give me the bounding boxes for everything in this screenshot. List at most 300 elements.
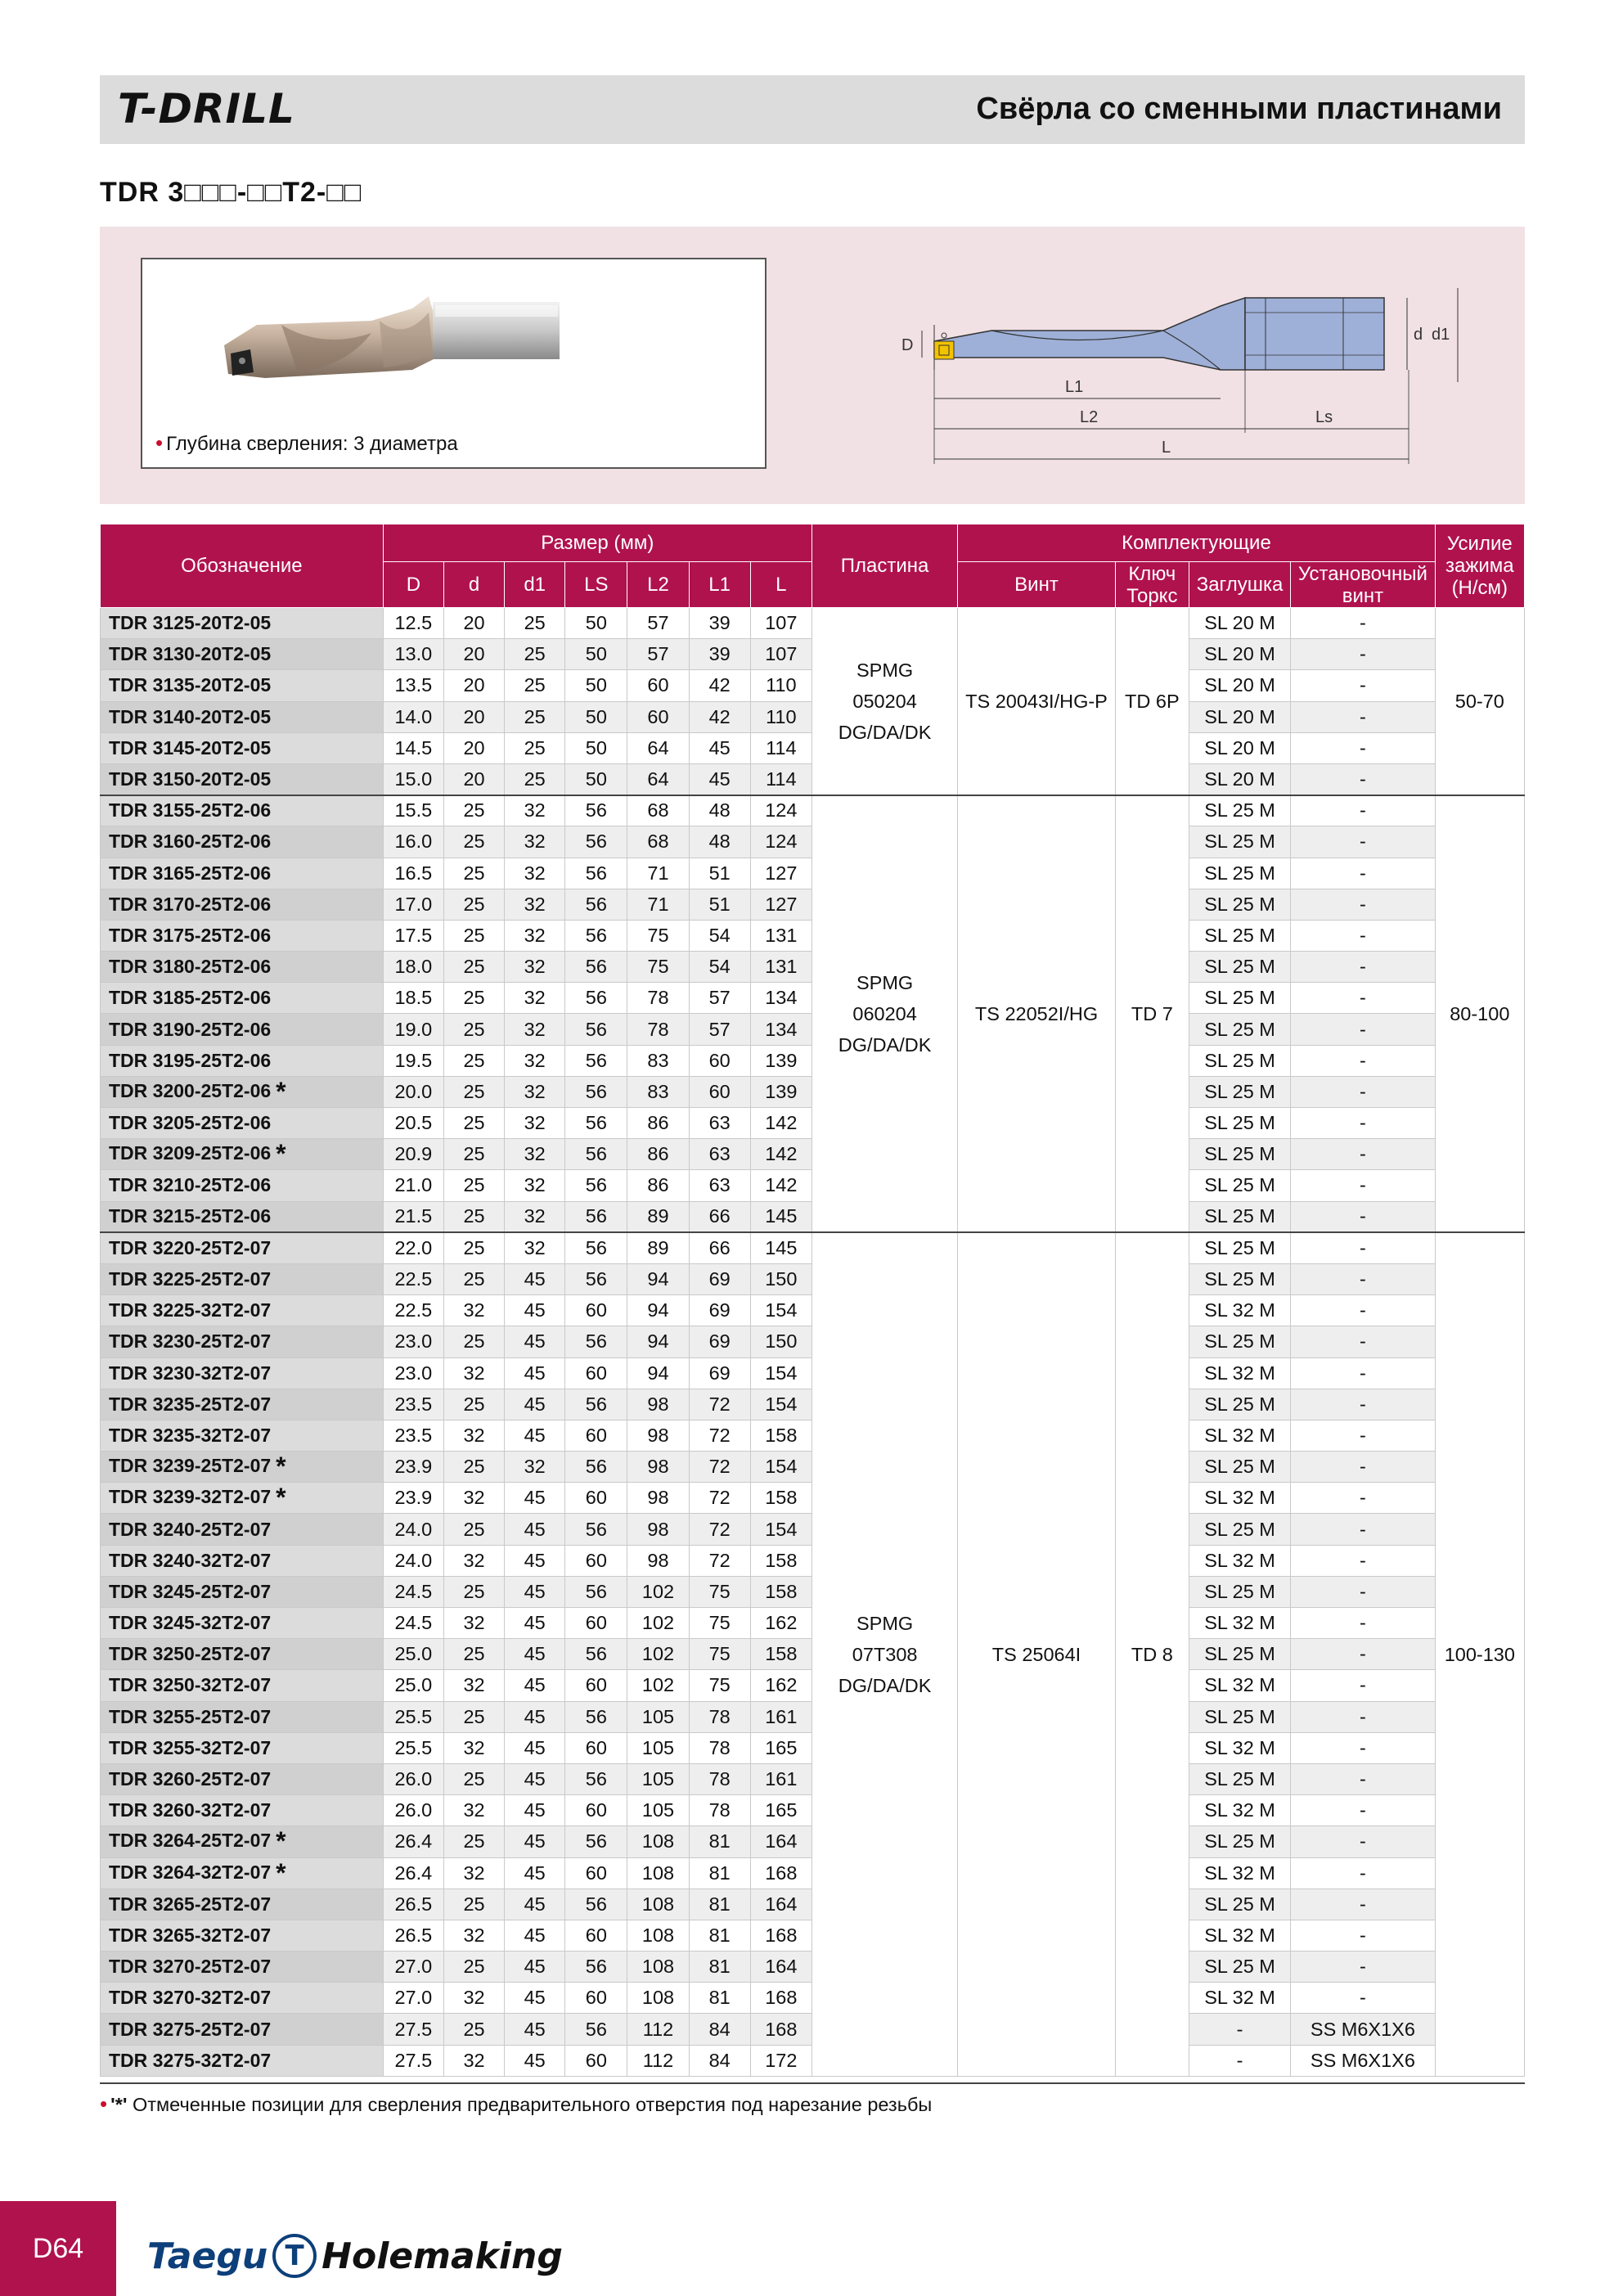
- cell-size: 98: [627, 1483, 689, 1514]
- cell-size: 60: [627, 670, 689, 701]
- thread-prep-star-mark: *: [276, 1483, 286, 1513]
- drill-photo: [208, 276, 633, 423]
- cell-designation: TDR 3140-20T2-05: [101, 701, 384, 732]
- cell-size: 45: [505, 1857, 565, 1889]
- cell-set-screw: -: [1291, 1701, 1435, 1732]
- cell-size: 22.5: [383, 1263, 443, 1294]
- cell-size: 98: [627, 1420, 689, 1451]
- cell-torx-key: TD 6P: [1115, 608, 1189, 795]
- cell-size: 25: [443, 1763, 504, 1794]
- cell-size: 32: [505, 983, 565, 1014]
- table-row: [101, 608, 1525, 639]
- thread-prep-star-mark: *: [276, 1452, 286, 1482]
- cell-set-screw: -: [1291, 1639, 1435, 1670]
- header-title: Свёрла со сменными пластинами: [976, 92, 1502, 126]
- table-bottom-rule: [100, 2082, 1525, 2084]
- cell-size: 72: [689, 1545, 750, 1576]
- cell-size: 45: [505, 1795, 565, 1826]
- cell-plug: SL 25 M: [1189, 826, 1290, 858]
- cell-size: 60: [565, 1983, 627, 2014]
- cell-size: 32: [505, 795, 565, 826]
- cell-size: 89: [627, 1201, 689, 1232]
- cell-set-screw: -: [1291, 1763, 1435, 1794]
- cell-designation: TDR 3225-32T2-07: [101, 1295, 384, 1326]
- cell-size: 108: [627, 1857, 689, 1889]
- cell-size: 45: [505, 1514, 565, 1545]
- cell-size: 102: [627, 1608, 689, 1639]
- cell-size: 22.5: [383, 1295, 443, 1326]
- cell-size: 60: [565, 1732, 627, 1763]
- cell-size: 25.0: [383, 1639, 443, 1670]
- cell-set-screw: -: [1291, 1670, 1435, 1701]
- cell-size: 63: [689, 1108, 750, 1139]
- cell-set-screw: -: [1291, 1608, 1435, 1639]
- cell-size: 57: [689, 1014, 750, 1045]
- cell-size: 162: [750, 1608, 812, 1639]
- cell-size: 64: [627, 732, 689, 763]
- cell-set-screw: -: [1291, 1514, 1435, 1545]
- cell-designation: TDR 3135-20T2-05: [101, 670, 384, 701]
- cell-size: 154: [750, 1357, 812, 1389]
- cell-torx-key: TD 7: [1115, 795, 1189, 1233]
- cell-size: 68: [627, 795, 689, 826]
- cell-size: 66: [689, 1201, 750, 1232]
- cell-size: 56: [565, 889, 627, 920]
- cell-size: 108: [627, 1952, 689, 1983]
- cell-size: 83: [627, 1045, 689, 1076]
- cell-size: 154: [750, 1295, 812, 1326]
- cell-size: 108: [627, 1826, 689, 1857]
- cell-size: 102: [627, 1639, 689, 1670]
- cell-size: 84: [689, 2045, 750, 2076]
- cell-size: 54: [689, 920, 750, 951]
- cell-designation: TDR 3209-25T2-06 *: [101, 1139, 384, 1170]
- cell-size: 25: [443, 1014, 504, 1045]
- section-title: TDR 3□□□-□□T2-□□: [100, 177, 362, 208]
- cell-plug: SL 25 M: [1189, 1108, 1290, 1139]
- photo-caption: • Глубина сверления: 3 диаметра: [155, 430, 458, 455]
- cell-size: 32: [443, 1357, 504, 1389]
- cell-plug: SL 20 M: [1189, 608, 1290, 639]
- cell-designation: TDR 3220-25T2-07: [101, 1232, 384, 1263]
- cell-size: 32: [505, 1108, 565, 1139]
- cell-size: 20.0: [383, 1076, 443, 1107]
- cell-size: 42: [689, 670, 750, 701]
- cell-size: 98: [627, 1452, 689, 1483]
- cell-torx-key: TD 8: [1115, 1232, 1189, 2076]
- cell-size: 32: [505, 1139, 565, 1170]
- cell-size: 154: [750, 1452, 812, 1483]
- cell-size: 162: [750, 1670, 812, 1701]
- cell-size: 26.5: [383, 1889, 443, 1920]
- cell-size: 168: [750, 1857, 812, 1889]
- cell-size: 25.0: [383, 1670, 443, 1701]
- cell-size: 60: [565, 1545, 627, 1576]
- header-clamp-force: Усилие зажима (Н/см): [1435, 524, 1524, 608]
- cell-size: 32: [443, 1420, 504, 1451]
- cell-size: 165: [750, 1732, 812, 1763]
- cell-size: 56: [565, 1201, 627, 1232]
- cell-size: 94: [627, 1357, 689, 1389]
- bullet-icon: •: [100, 2091, 108, 2116]
- cell-set-screw: -: [1291, 608, 1435, 639]
- cell-size: 142: [750, 1139, 812, 1170]
- cell-size: 108: [627, 1983, 689, 2014]
- drill-photo-box: [141, 258, 767, 469]
- cell-set-screw: -: [1291, 1263, 1435, 1294]
- cell-set-screw: -: [1291, 1889, 1435, 1920]
- cell-size: 154: [750, 1514, 812, 1545]
- cell-size: 48: [689, 795, 750, 826]
- cell-plug: SL 25 M: [1189, 1232, 1290, 1263]
- table-group: [101, 1232, 1525, 2076]
- cell-size: 57: [627, 639, 689, 670]
- cell-size: 32: [443, 1483, 504, 1514]
- cell-size: 69: [689, 1357, 750, 1389]
- cell-size: 51: [689, 858, 750, 889]
- cell-size: 20.5: [383, 1108, 443, 1139]
- cell-size: 25: [505, 701, 565, 732]
- cell-size: 23.5: [383, 1420, 443, 1451]
- cell-size: 142: [750, 1170, 812, 1201]
- cell-size: 45: [505, 1983, 565, 2014]
- cell-size: 164: [750, 1952, 812, 1983]
- cell-size: 124: [750, 826, 812, 858]
- dim-label-Ls: Ls: [1315, 408, 1333, 426]
- cell-size: 32: [505, 1014, 565, 1045]
- cell-designation: TDR 3239-25T2-07 *: [101, 1452, 384, 1483]
- cell-size: 45: [505, 1920, 565, 1951]
- cell-size: 75: [689, 1639, 750, 1670]
- cell-size: 45: [505, 1889, 565, 1920]
- cell-size: 60: [565, 1483, 627, 1514]
- cell-size: 20: [443, 701, 504, 732]
- cell-plug: SL 32 M: [1189, 1295, 1290, 1326]
- thread-prep-star-mark: *: [276, 1857, 286, 1888]
- cell-size: 72: [689, 1483, 750, 1514]
- cell-size: 168: [750, 2014, 812, 2045]
- cell-size: 20: [443, 732, 504, 763]
- cell-designation: TDR 3240-32T2-07: [101, 1545, 384, 1576]
- cell-size: 56: [565, 1952, 627, 1983]
- cell-size: 32: [505, 1045, 565, 1076]
- cell-size: 20: [443, 763, 504, 795]
- cell-plug: -: [1189, 2045, 1290, 2076]
- cell-size: 45: [505, 2045, 565, 2076]
- header-col-d1: d1: [505, 562, 565, 608]
- cell-size: 81: [689, 1983, 750, 2014]
- header-plug: Заглушка: [1189, 562, 1290, 608]
- cell-size: 86: [627, 1108, 689, 1139]
- cell-set-screw: SS M6X1X6: [1291, 2045, 1435, 2076]
- cell-size: 154: [750, 1389, 812, 1420]
- cell-size: 56: [565, 1108, 627, 1139]
- header-col-d: d: [443, 562, 504, 608]
- table-group: [101, 795, 1525, 1233]
- cell-size: 45: [505, 1826, 565, 1857]
- cell-size: 142: [750, 1108, 812, 1139]
- cell-size: 60: [565, 1295, 627, 1326]
- cell-size: 56: [565, 1232, 627, 1263]
- table-group: [101, 608, 1525, 795]
- cell-set-screw: -: [1291, 1295, 1435, 1326]
- cell-size: 110: [750, 670, 812, 701]
- cell-size: 124: [750, 795, 812, 826]
- cell-designation: TDR 3265-32T2-07: [101, 1920, 384, 1951]
- cell-size: 27.5: [383, 2014, 443, 2045]
- cell-size: 25: [505, 670, 565, 701]
- cell-size: 45: [505, 1263, 565, 1294]
- header-set-screw: Установочный винт: [1291, 562, 1435, 608]
- cell-size: 42: [689, 701, 750, 732]
- cell-plug: SL 25 M: [1189, 795, 1290, 826]
- cell-designation: TDR 3245-25T2-07: [101, 1576, 384, 1607]
- cell-designation: TDR 3165-25T2-06: [101, 858, 384, 889]
- cell-size: 134: [750, 983, 812, 1014]
- cell-size: 32: [443, 1545, 504, 1576]
- cell-designation: TDR 3205-25T2-06: [101, 1108, 384, 1139]
- cell-size: 32: [443, 2045, 504, 2076]
- cell-size: 75: [627, 952, 689, 983]
- cell-plug: SL 25 M: [1189, 1014, 1290, 1045]
- cell-designation: TDR 3260-32T2-07: [101, 1795, 384, 1826]
- cell-size: 94: [627, 1263, 689, 1294]
- cell-size: 26.4: [383, 1857, 443, 1889]
- cell-size: 50: [565, 670, 627, 701]
- figure-panel: [100, 227, 1525, 504]
- cell-size: 86: [627, 1139, 689, 1170]
- cell-size: 50: [565, 732, 627, 763]
- cell-set-screw: -: [1291, 1326, 1435, 1357]
- cell-size: 45: [505, 1295, 565, 1326]
- cell-size: 56: [565, 1826, 627, 1857]
- cell-size: 12.5: [383, 608, 443, 639]
- cell-size: 98: [627, 1545, 689, 1576]
- page-header: [100, 75, 1525, 144]
- company-logo: Taegu T Holemaking: [147, 2235, 563, 2277]
- cell-designation: TDR 3250-32T2-07: [101, 1670, 384, 1701]
- cell-designation: TDR 3239-32T2-07 *: [101, 1483, 384, 1514]
- cell-set-screw: SS M6X1X6: [1291, 2014, 1435, 2045]
- cell-size: 25: [443, 983, 504, 1014]
- cell-designation: TDR 3275-32T2-07: [101, 2045, 384, 2076]
- cell-size: 102: [627, 1576, 689, 1607]
- cell-plug: SL 20 M: [1189, 701, 1290, 732]
- cell-size: 56: [565, 1045, 627, 1076]
- cell-set-screw: -: [1291, 952, 1435, 983]
- cell-size: 56: [565, 1170, 627, 1201]
- cell-size: 78: [689, 1795, 750, 1826]
- cell-size: 45: [505, 1576, 565, 1607]
- cell-set-screw: -: [1291, 1452, 1435, 1483]
- cell-designation: TDR 3150-20T2-05: [101, 763, 384, 795]
- cell-size: 81: [689, 1857, 750, 1889]
- cell-size: 75: [689, 1670, 750, 1701]
- cell-size: 16.5: [383, 858, 443, 889]
- cell-size: 17.0: [383, 889, 443, 920]
- cell-size: 15.0: [383, 763, 443, 795]
- cell-size: 63: [689, 1170, 750, 1201]
- cell-set-screw: -: [1291, 1826, 1435, 1857]
- cell-designation: TDR 3255-32T2-07: [101, 1732, 384, 1763]
- cell-size: 20: [443, 670, 504, 701]
- cell-plug: SL 25 M: [1189, 1639, 1290, 1670]
- cell-size: 158: [750, 1639, 812, 1670]
- page-number: D64: [0, 2201, 116, 2296]
- cell-size: 23.9: [383, 1452, 443, 1483]
- cell-set-screw: -: [1291, 732, 1435, 763]
- cell-size: 57: [689, 983, 750, 1014]
- cell-size: 18.5: [383, 983, 443, 1014]
- cell-size: 20: [443, 639, 504, 670]
- cell-plug: SL 32 M: [1189, 1857, 1290, 1889]
- cell-clamp-force: 80-100: [1435, 795, 1524, 1233]
- cell-size: 25: [505, 732, 565, 763]
- cell-designation: TDR 3210-25T2-06: [101, 1170, 384, 1201]
- cell-plug: SL 32 M: [1189, 1420, 1290, 1451]
- cell-set-screw: -: [1291, 1576, 1435, 1607]
- cell-size: 45: [505, 1326, 565, 1357]
- cell-size: 81: [689, 1920, 750, 1951]
- cell-designation: TDR 3130-20T2-05: [101, 639, 384, 670]
- cell-size: 45: [505, 1952, 565, 1983]
- cell-size: 25: [443, 889, 504, 920]
- cell-size: 21.0: [383, 1170, 443, 1201]
- cell-size: 14.5: [383, 732, 443, 763]
- cell-size: 25: [443, 1170, 504, 1201]
- cell-plug: SL 32 M: [1189, 1670, 1290, 1701]
- cell-size: 25.5: [383, 1732, 443, 1763]
- cell-size: 25: [443, 952, 504, 983]
- cell-designation: TDR 3270-32T2-07: [101, 1983, 384, 2014]
- cell-size: 32: [505, 1452, 565, 1483]
- cell-size: 25: [505, 763, 565, 795]
- cell-size: 25: [443, 1201, 504, 1232]
- cell-size: 56: [565, 920, 627, 951]
- cell-size: 105: [627, 1763, 689, 1794]
- cell-size: 56: [565, 1514, 627, 1545]
- cell-size: 56: [565, 1263, 627, 1294]
- cell-designation: TDR 3275-25T2-07: [101, 2014, 384, 2045]
- cell-size: 105: [627, 1795, 689, 1826]
- cell-size: 22.0: [383, 1232, 443, 1263]
- cell-size: 56: [565, 795, 627, 826]
- cell-size: 32: [443, 1732, 504, 1763]
- cell-size: 145: [750, 1232, 812, 1263]
- header-designation: Обозначение: [101, 524, 384, 608]
- cell-plug: SL 25 M: [1189, 1045, 1290, 1076]
- cell-plug: SL 25 M: [1189, 1201, 1290, 1232]
- cell-plug: SL 25 M: [1189, 1326, 1290, 1357]
- cell-plug: SL 25 M: [1189, 1952, 1290, 1983]
- cell-designation: TDR 3270-25T2-07: [101, 1952, 384, 1983]
- cell-designation: TDR 3245-32T2-07: [101, 1608, 384, 1639]
- cell-size: 56: [565, 1701, 627, 1732]
- cell-size: 98: [627, 1514, 689, 1545]
- cell-plug: SL 25 M: [1189, 1170, 1290, 1201]
- cell-size: 13.5: [383, 670, 443, 701]
- cell-set-screw: -: [1291, 795, 1435, 826]
- cell-size: 32: [443, 1920, 504, 1951]
- cell-size: 14.0: [383, 701, 443, 732]
- cell-size: 81: [689, 1889, 750, 1920]
- cell-size: 60: [689, 1076, 750, 1107]
- cell-size: 25: [443, 1701, 504, 1732]
- cell-size: 25: [443, 1826, 504, 1857]
- cell-plug: SL 25 M: [1189, 983, 1290, 1014]
- cell-screw: TS 20043I/HG-P: [958, 608, 1115, 795]
- cell-designation: TDR 3265-25T2-07: [101, 1889, 384, 1920]
- cell-designation: TDR 3145-20T2-05: [101, 732, 384, 763]
- cell-size: 107: [750, 608, 812, 639]
- footnote-mark: '*': [110, 2094, 128, 2115]
- cell-size: 32: [505, 858, 565, 889]
- cell-size: 50: [565, 701, 627, 732]
- cell-size: 25: [443, 1576, 504, 1607]
- cell-size: 25: [443, 1139, 504, 1170]
- cell-size: 25: [443, 1232, 504, 1263]
- cell-size: 20: [443, 608, 504, 639]
- footnote-text: Отмеченные позиции для сверления предварительного отверстия под нарезание резьбы: [127, 2094, 933, 2115]
- cell-set-screw: -: [1291, 1357, 1435, 1389]
- cell-size: 81: [689, 1826, 750, 1857]
- cell-size: 32: [443, 1608, 504, 1639]
- cell-plug: SL 32 M: [1189, 1483, 1290, 1514]
- cell-designation: TDR 3155-25T2-06: [101, 795, 384, 826]
- cell-size: 39: [689, 608, 750, 639]
- cell-designation: TDR 3160-25T2-06: [101, 826, 384, 858]
- cell-size: 105: [627, 1732, 689, 1763]
- cell-set-screw: -: [1291, 701, 1435, 732]
- cell-size: 94: [627, 1295, 689, 1326]
- cell-size: 25: [443, 1514, 504, 1545]
- cell-size: 105: [627, 1701, 689, 1732]
- cell-size: 25: [443, 826, 504, 858]
- cell-plug: SL 25 M: [1189, 1701, 1290, 1732]
- cell-plug: SL 32 M: [1189, 1983, 1290, 2014]
- cell-screw: TS 22052I/HG: [958, 795, 1115, 1233]
- cell-size: 60: [627, 701, 689, 732]
- cell-size: 25: [443, 1889, 504, 1920]
- cell-size: 139: [750, 1045, 812, 1076]
- cell-size: 114: [750, 763, 812, 795]
- cell-set-screw: -: [1291, 639, 1435, 670]
- cell-size: 165: [750, 1795, 812, 1826]
- cell-set-screw: -: [1291, 1014, 1435, 1045]
- cell-plug: SL 20 M: [1189, 639, 1290, 670]
- cell-size: 60: [565, 1420, 627, 1451]
- cell-size: 45: [505, 1639, 565, 1670]
- cell-size: 19.0: [383, 1014, 443, 1045]
- cell-size: 139: [750, 1076, 812, 1107]
- header-torx-key: Ключ Торкс: [1115, 562, 1189, 608]
- cell-designation: TDR 3125-20T2-05: [101, 608, 384, 639]
- cell-set-screw: -: [1291, 983, 1435, 1014]
- cell-plug: SL 25 M: [1189, 1139, 1290, 1170]
- cell-size: 127: [750, 858, 812, 889]
- cell-size: 60: [565, 1920, 627, 1951]
- cell-size: 25: [443, 1263, 504, 1294]
- cell-size: 60: [565, 1795, 627, 1826]
- cell-designation: TDR 3200-25T2-06 *: [101, 1076, 384, 1107]
- cell-size: 18.0: [383, 952, 443, 983]
- cell-designation: TDR 3175-25T2-06: [101, 920, 384, 951]
- cell-size: 56: [565, 1014, 627, 1045]
- cell-size: 25: [443, 1076, 504, 1107]
- cell-plug: SL 32 M: [1189, 1732, 1290, 1763]
- cell-designation: TDR 3260-25T2-07: [101, 1763, 384, 1794]
- cell-size: 26.0: [383, 1795, 443, 1826]
